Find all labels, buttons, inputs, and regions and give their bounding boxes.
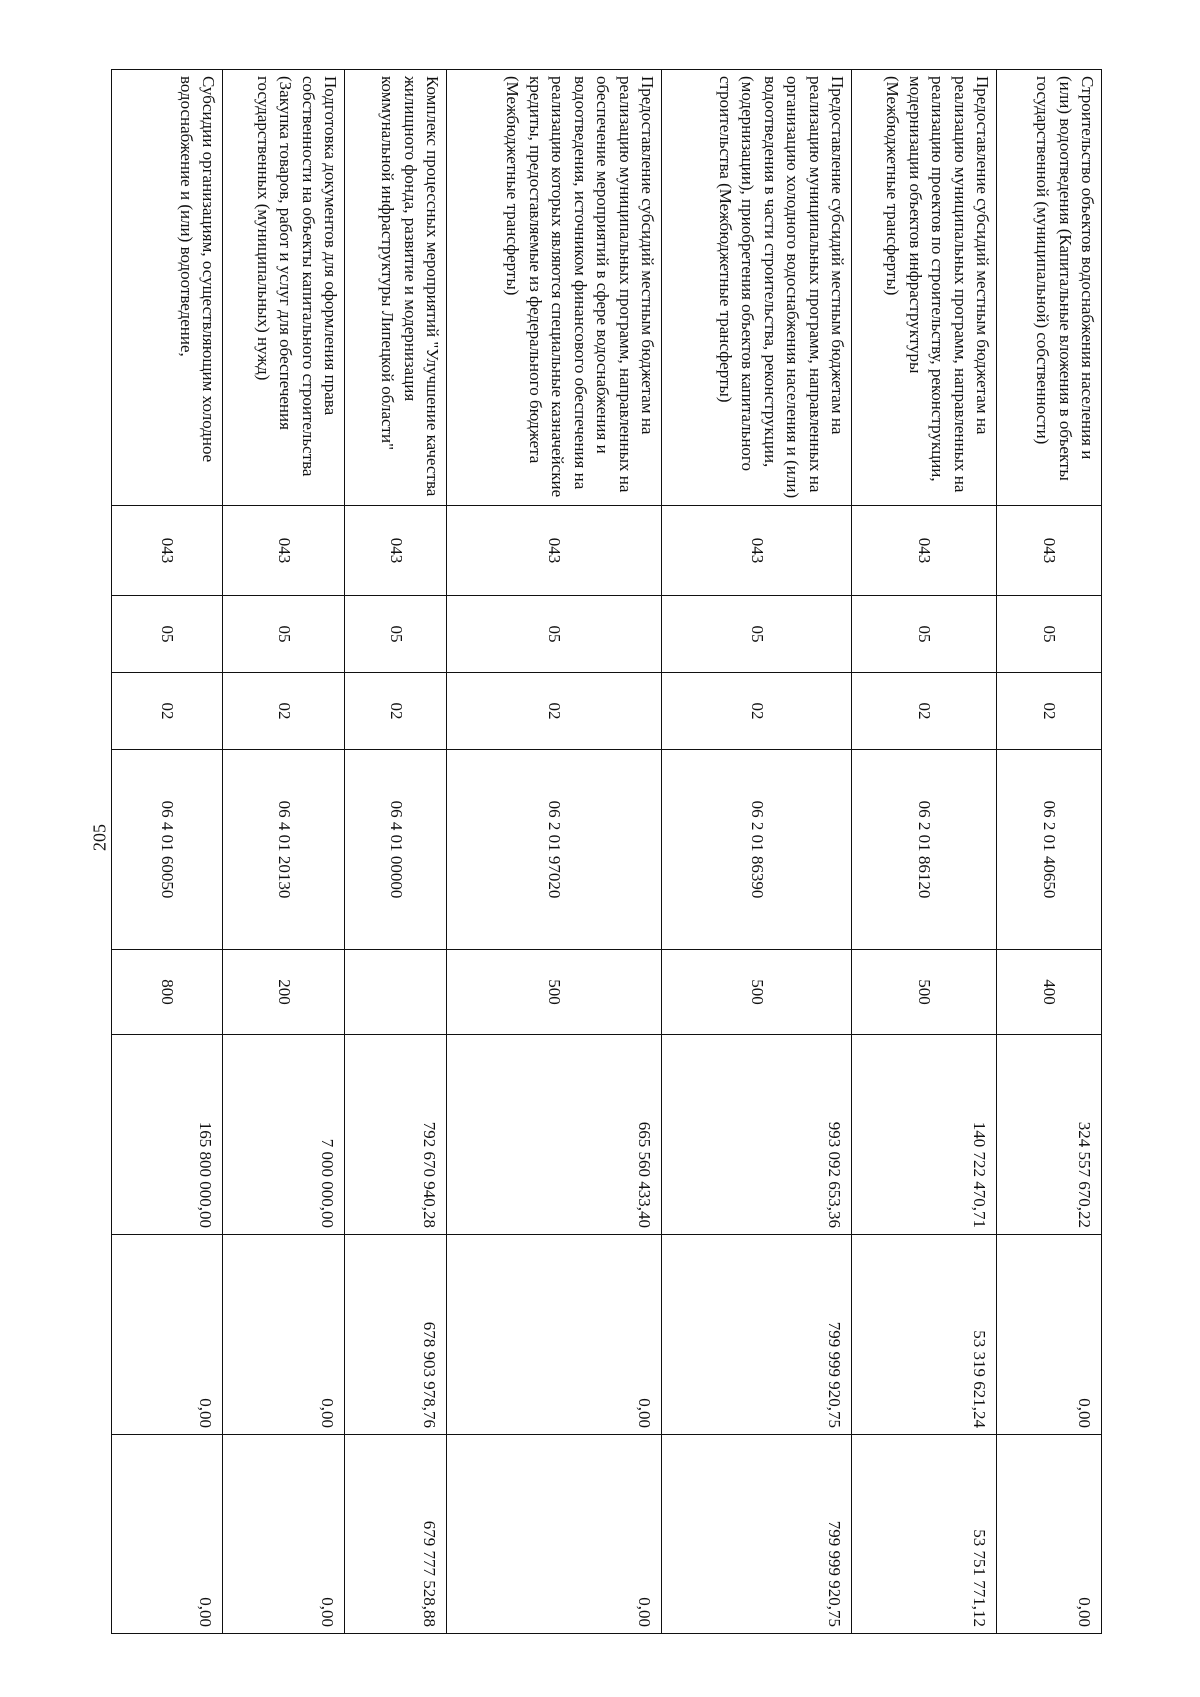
page-number: 205	[89, 824, 110, 851]
table-row	[852, 70, 997, 1634]
section-code: 05	[345, 596, 447, 673]
row-name: Предоставление субсидий местным бюджетам на реализацию муниципальных программ, направленных на организацию холодного водоснабжения населения и (или) водоотведения в части строительства, реконструкции, (модернизации), приобретения объектов капитального строительства (Межбюджетные трансферты)	[662, 70, 852, 506]
amount-year-2: 53 319 621,24	[852, 1235, 997, 1435]
amount-year-3: 799 999 920,75	[662, 1435, 852, 1634]
amount-year-2: 0,00	[112, 1235, 223, 1435]
expense-type-code	[345, 950, 447, 1035]
expense-type-code: 500	[852, 950, 997, 1035]
amount-year-2: 0,00	[447, 1235, 662, 1435]
section-code: 05	[447, 596, 662, 673]
subsection-code: 02	[852, 673, 997, 750]
row-name: Субсидии организациям, осуществляющим холодное водоснабжение и (или) водоотведение,	[112, 70, 223, 506]
amount-year-1: 140 722 470,71	[852, 1035, 997, 1235]
table-row	[662, 70, 852, 1634]
table-row	[997, 70, 1102, 1634]
row-name: Строительство объектов водоснабжения населения и (или) водоотведения (Капитальные вложения в объекты государственной (муниципальной) собственности)	[997, 70, 1102, 506]
expense-type-code: 500	[662, 950, 852, 1035]
row-name: Предоставление субсидий местным бюджетам на реализацию муниципальных программ, направленных на реализацию проектов по строительству, реконструкции, модернизации объектов инфраструктуры (Межбюджетные трансферты)	[852, 70, 997, 506]
target-article-code: 06 2 01 97020	[447, 750, 662, 950]
section-code: 05	[997, 596, 1102, 673]
row-name: Предоставление субсидий местным бюджетам на реализацию муниципальных программ, направленных на обеспечение мероприятий в сфере водоснабжения и водоотведения, источником финансового обеспечения на реализацию которых являются специальные казначейские кредиты, предоставляемые из федерального бюджета (Межбюджетные трансферты)	[447, 70, 662, 506]
section-code: 05	[852, 596, 997, 673]
amount-year-2: 0,00	[997, 1235, 1102, 1435]
section-code: 05	[662, 596, 852, 673]
admin-code: 043	[662, 506, 852, 596]
row-name: Подготовка документов для оформления права собственности на объекты капитального строительства (Закупка товаров, работ и услуг для обеспечения государственных (муниципальных) нужд)	[223, 70, 345, 506]
target-article-code: 06 2 01 86390	[662, 750, 852, 950]
subsection-code: 02	[997, 673, 1102, 750]
target-article-code: 06 2 01 40650	[997, 750, 1102, 950]
subsection-code: 02	[447, 673, 662, 750]
amount-year-2: 0,00	[223, 1235, 345, 1435]
admin-code: 043	[112, 506, 223, 596]
expense-type-code: 200	[223, 950, 345, 1035]
subsection-code: 02	[223, 673, 345, 750]
amount-year-3: 679 777 528,88	[345, 1435, 447, 1634]
amount-year-1: 165 800 000,00	[112, 1035, 223, 1235]
amount-year-3: 0,00	[112, 1435, 223, 1634]
amount-year-3: 0,00	[997, 1435, 1102, 1634]
subsection-code: 02	[662, 673, 852, 750]
section-code: 05	[112, 596, 223, 673]
table-row	[223, 70, 345, 1634]
admin-code: 043	[447, 506, 662, 596]
amount-year-2: 799 999 920,75	[662, 1235, 852, 1435]
subsection-code: 02	[112, 673, 223, 750]
amount-year-3: 0,00	[223, 1435, 345, 1634]
expense-type-code: 500	[447, 950, 662, 1035]
section-code: 05	[223, 596, 345, 673]
admin-code: 043	[345, 506, 447, 596]
admin-code: 043	[852, 506, 997, 596]
amount-year-3: 0,00	[447, 1435, 662, 1634]
table-row	[112, 70, 223, 1634]
target-article-code: 06 4 01 60050	[112, 750, 223, 950]
admin-code: 043	[997, 506, 1102, 596]
amount-year-1: 7 000 000,00	[223, 1035, 345, 1235]
amount-year-1: 993 092 653,36	[662, 1035, 852, 1235]
rotated-table-wrapper	[112, 69, 1102, 1633]
expense-type-code: 800	[112, 950, 223, 1035]
target-article-code: 06 2 01 86120	[852, 750, 997, 950]
table-row	[345, 70, 447, 1634]
admin-code: 043	[223, 506, 345, 596]
amount-year-3: 53 751 771,12	[852, 1435, 997, 1634]
expense-type-code: 400	[997, 950, 1102, 1035]
target-article-code: 06 4 01 20130	[223, 750, 345, 950]
table-row	[447, 70, 662, 1634]
target-article-code: 06 4 01 00000	[345, 750, 447, 950]
row-name: Комплекс процессных мероприятий "Улучшение качества жилищного фонда, развитие и модернизация коммунальной инфраструктуры Липецкой области"	[345, 70, 447, 506]
amount-year-1: 324 557 670,22	[997, 1035, 1102, 1235]
budget-table	[111, 69, 1102, 1634]
amount-year-1: 665 560 433,40	[447, 1035, 662, 1235]
amount-year-1: 792 670 940,28	[345, 1035, 447, 1235]
subsection-code: 02	[345, 673, 447, 750]
amount-year-2: 678 903 978,76	[345, 1235, 447, 1435]
